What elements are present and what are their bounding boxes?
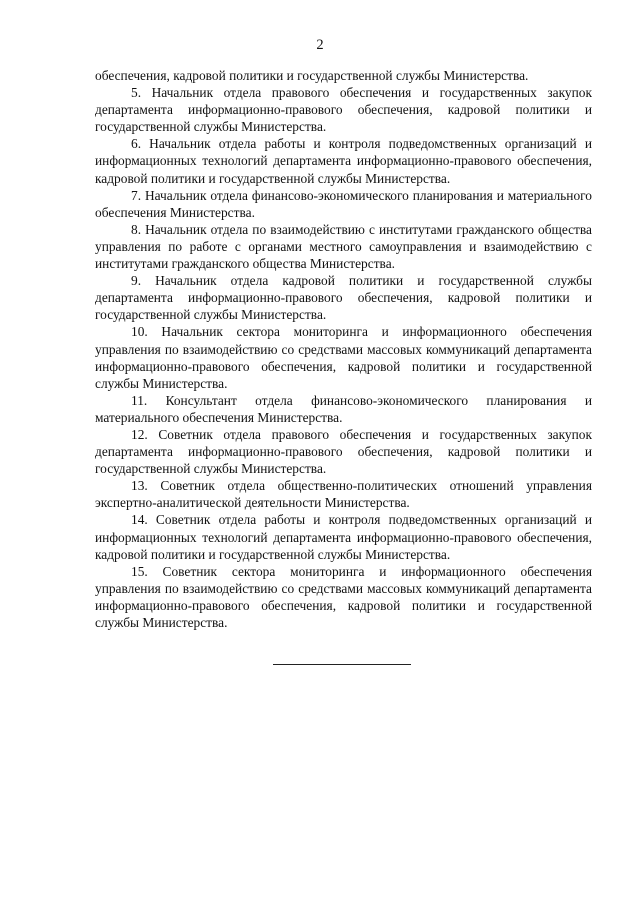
- list-item-14: 14. Советник отдела работы и контроля подведомственных организаций и информационных технологий департамента информационно-правового обеспечения, кадровой политики и государственной службы Министерства.: [95, 512, 592, 562]
- list-item-11: 11. Консультант отдела финансово-экономического планирования и материального обеспечения Министерства.: [95, 392, 592, 425]
- list-item-7: 7. Начальник отдела финансово-экономического планирования и материального обеспечения Министерства.: [95, 187, 592, 220]
- continuation-paragraph: обеспечения, кадровой политики и государственной службы Министерства.: [95, 68, 529, 83]
- list-item-13: 13. Советник отдела общественно-политических отношений управления экспертно-аналитической деятельности Министерства.: [95, 478, 592, 511]
- list-item-8: 8. Начальник отдела по взаимодействию с институтами гражданского общества управления по работе с органами местного самоуправления и взаимодействию с институтами гражданского общества Министерства.: [95, 221, 592, 272]
- page-number: 2: [316, 37, 324, 53]
- list-item-5: 5. Начальник отдела правового обеспечения и государственных закупок департамента информационно-правового обеспечения, кадровой политики и государственной службы Министерства.: [95, 85, 592, 135]
- list-item-6: 6. Начальник отдела работы и контроля подведомственных организаций и информационных технологий департамента информационно-правового обеспечения, кадровой политики и государственной службы Министерства.: [95, 136, 592, 186]
- end-of-document-rule: [273, 664, 411, 665]
- list-item-12: 12. Советник отдела правового обеспечения и государственных закупок департамента информационно-правового обеспечения, кадровой политики и государственной службы Министерства.: [95, 426, 592, 477]
- list-item-9: 9. Начальник отдела кадровой политики и государственной службы департамента информационно-правового обеспечения, кадровой политики и государственной службы Министерства.: [95, 273, 592, 323]
- document-body: [95, 67, 592, 631]
- list-item-10: 10. Начальник сектора мониторинга и информационного обеспечения управления по взаимодействию со средствами массовых коммуникаций департамента информационно-правового обеспечения, кадровой политики и государственной службы Министерства.: [95, 324, 592, 391]
- list-item-15: 15. Советник сектора мониторинга и информационного обеспечения управления по взаимодействию со средствами массовых коммуникаций департамента информационно-правового обеспечения, кадровой политики и государственной службы Министерства.: [95, 563, 592, 630]
